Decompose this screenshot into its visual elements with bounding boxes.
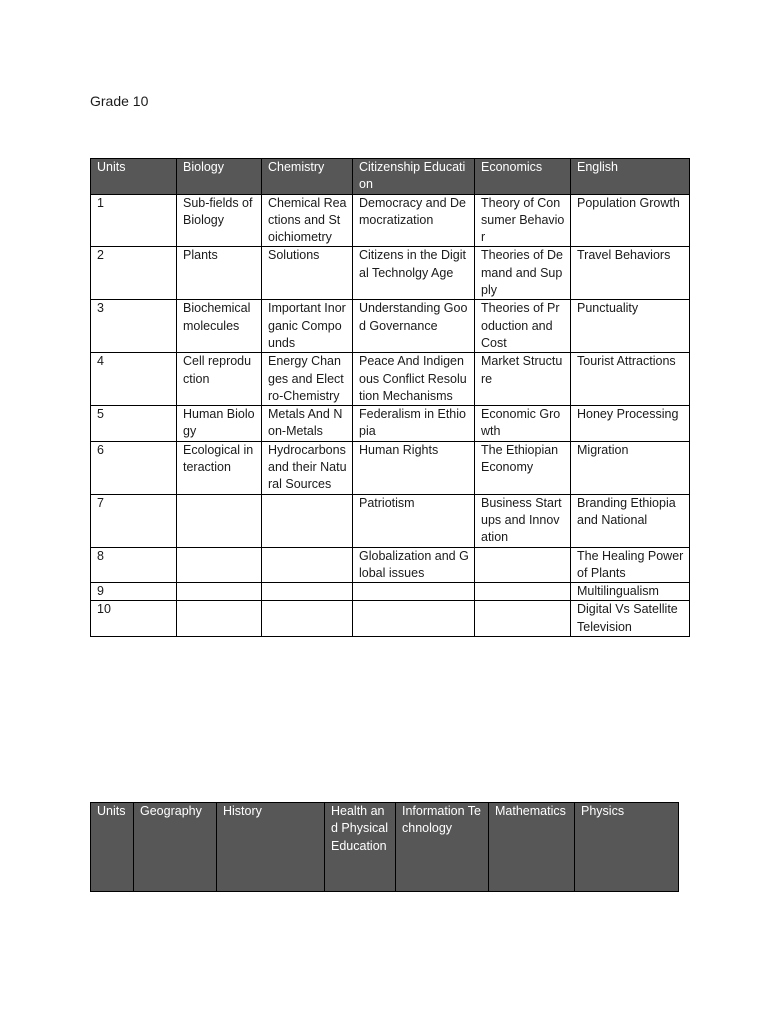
economics-cell: Theory of Consumer Behavior (475, 194, 571, 247)
table-row (91, 547, 690, 583)
chemistry-cell: Energy Changes and Electro-Chemistry (262, 353, 353, 406)
table-row (91, 441, 690, 494)
header-history: History (217, 803, 325, 892)
citizenship-cell: Understanding Good Governance (353, 300, 475, 353)
english-cell: Migration (571, 441, 690, 494)
header-chemistry: Chemistry (262, 159, 353, 195)
header-health-and-physical-education: Health and Physical Education (325, 803, 396, 892)
chemistry-cell: Metals And Non-Metals (262, 406, 353, 442)
header-biology: Biology (177, 159, 262, 195)
table-row (91, 194, 690, 247)
table-row (91, 300, 690, 353)
biology-cell (177, 583, 262, 601)
english-cell: The Healing Power of Plants (571, 547, 690, 583)
table-row (91, 247, 690, 300)
table-row (91, 406, 690, 442)
biology-cell (177, 601, 262, 637)
chemistry-cell: Important Inorganic Compounds (262, 300, 353, 353)
table-header-row (91, 803, 679, 892)
unit-number-cell: 6 (91, 441, 177, 494)
subjects-table-2 (90, 802, 679, 892)
header-information-technology: Information Technology (396, 803, 489, 892)
economics-cell: Business Startups and Innovation (475, 494, 571, 547)
table-row (91, 601, 690, 637)
table-row (91, 583, 690, 601)
economics-cell: The Ethiopian Economy (475, 441, 571, 494)
biology-cell: Sub-fields of Biology (177, 194, 262, 247)
unit-number-cell: 4 (91, 353, 177, 406)
unit-number-cell: 5 (91, 406, 177, 442)
header-physics: Physics (575, 803, 679, 892)
unit-number-cell: 10 (91, 601, 177, 637)
unit-number-cell: 7 (91, 494, 177, 547)
unit-number-cell: 8 (91, 547, 177, 583)
economics-cell: Theories of Demand and Supply (475, 247, 571, 300)
economics-cell: Economic Growth (475, 406, 571, 442)
english-cell: Honey Processing (571, 406, 690, 442)
economics-cell (475, 547, 571, 583)
chemistry-cell: Chemical Reactions and Stoichiometry (262, 194, 353, 247)
chemistry-cell (262, 601, 353, 637)
table-header-row (91, 159, 690, 195)
header-english: English (571, 159, 690, 195)
citizenship-cell (353, 601, 475, 637)
chemistry-cell (262, 494, 353, 547)
english-cell: Punctuality (571, 300, 690, 353)
biology-cell: Cell reproduction (177, 353, 262, 406)
subjects-table-1 (90, 158, 690, 637)
chemistry-cell (262, 583, 353, 601)
citizenship-cell: Patriotism (353, 494, 475, 547)
table-row (91, 353, 690, 406)
header-economics: Economics (475, 159, 571, 195)
chemistry-cell (262, 547, 353, 583)
table-row (91, 494, 690, 547)
page-heading: Grade 10 (90, 93, 149, 109)
english-cell: Travel Behaviors (571, 247, 690, 300)
chemistry-cell: Solutions (262, 247, 353, 300)
economics-cell: Market Structure (475, 353, 571, 406)
citizenship-cell: Human Rights (353, 441, 475, 494)
economics-cell: Theories of Production and Cost (475, 300, 571, 353)
unit-number-cell: 9 (91, 583, 177, 601)
english-cell: Tourist Attractions (571, 353, 690, 406)
citizenship-cell: Democracy and Democratization (353, 194, 475, 247)
biology-cell: Biochemical molecules (177, 300, 262, 353)
biology-cell: Ecological interaction (177, 441, 262, 494)
economics-cell (475, 601, 571, 637)
header-units: Units (91, 803, 134, 892)
citizenship-cell: Citizens in the Digital Technolgy Age (353, 247, 475, 300)
header-geography: Geography (134, 803, 217, 892)
citizenship-cell: Federalism in Ethiopia (353, 406, 475, 442)
english-cell: Branding Ethiopia and National (571, 494, 690, 547)
header-mathematics: Mathematics (489, 803, 575, 892)
economics-cell (475, 583, 571, 601)
biology-cell (177, 547, 262, 583)
biology-cell (177, 494, 262, 547)
citizenship-cell: Peace And Indigenous Conflict Resolution Mechanisms (353, 353, 475, 406)
english-cell: Population Growth (571, 194, 690, 247)
citizenship-cell: Globalization and Global issues (353, 547, 475, 583)
unit-number-cell: 1 (91, 194, 177, 247)
header-units: Units (91, 159, 177, 195)
unit-number-cell: 3 (91, 300, 177, 353)
english-cell: Multilingualism (571, 583, 690, 601)
english-cell: Digital Vs Satellite Television (571, 601, 690, 637)
unit-number-cell: 2 (91, 247, 177, 300)
biology-cell: Human Biology (177, 406, 262, 442)
biology-cell: Plants (177, 247, 262, 300)
citizenship-cell (353, 583, 475, 601)
header-citizenship-education: Citizenship Education (353, 159, 475, 195)
chemistry-cell: Hydrocarbons and their Natural Sources (262, 441, 353, 494)
